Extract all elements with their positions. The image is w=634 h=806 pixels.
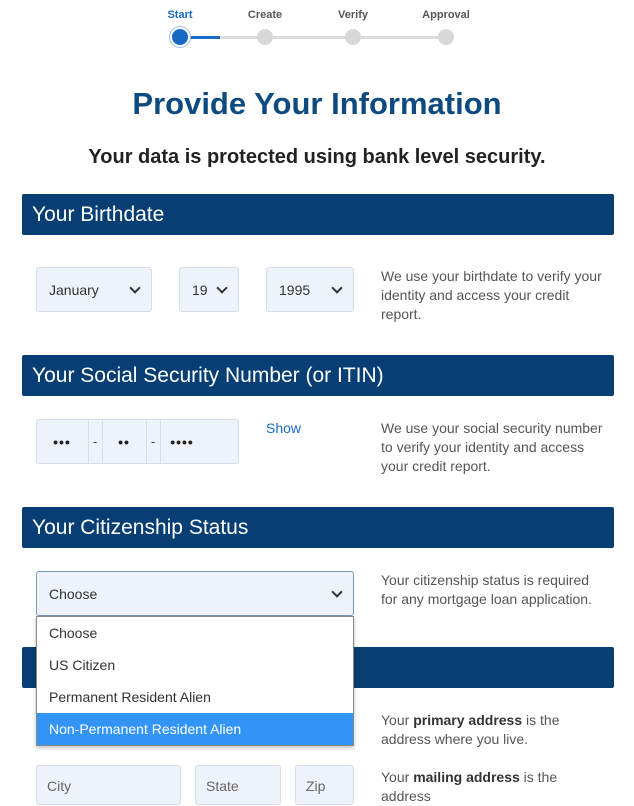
page-title: Provide Your Information xyxy=(132,86,502,121)
birth-day-value: 19 xyxy=(192,281,208,298)
primary-address-help-text xyxy=(381,711,606,749)
chevron-down-icon xyxy=(129,282,140,293)
chevron-down-icon xyxy=(331,586,342,597)
citizenship-select[interactable] xyxy=(36,571,354,616)
section-ssn-heading: Your Social Security Number (or ITIN) xyxy=(22,355,614,396)
ssn-part2-input[interactable]: •• xyxy=(118,433,130,450)
chevron-down-icon xyxy=(216,282,227,293)
ssn-help-text: We use your social security number to verify your identity and access your credit report. xyxy=(381,420,603,474)
step-dot-create xyxy=(257,29,273,45)
mailing-address-bold: mailing address xyxy=(413,769,520,785)
step-line-2 xyxy=(265,36,353,39)
birth-year-value: 1995 xyxy=(279,281,311,298)
ssn-input-group xyxy=(36,419,239,464)
citizenship-option-non-permanent-resident[interactable]: Non-Permanent Resident Alien xyxy=(37,713,353,745)
step-line-3 xyxy=(353,36,446,39)
birth-day-select[interactable] xyxy=(179,267,239,312)
ssn-dash: - xyxy=(92,434,98,449)
ssn-part3-input[interactable]: •••• xyxy=(170,433,194,450)
city-input[interactable]: City xyxy=(36,765,181,805)
birth-month-value: January xyxy=(49,281,99,298)
mailing-address-prefix: Your xyxy=(381,769,414,785)
section-citizenship-heading: Your Citizenship Status xyxy=(22,507,614,548)
birth-month-select[interactable] xyxy=(36,267,152,312)
step-label-create: Create xyxy=(247,9,283,21)
page-subtitle: Your data is protected using bank level security. xyxy=(88,146,546,168)
chevron-down-icon xyxy=(331,282,342,293)
ssn-part1-input[interactable]: ••• xyxy=(53,433,71,450)
birthdate-help-text: We use your birthdate to verify your identity and access your credit report. xyxy=(381,268,602,322)
primary-address-prefix: Your xyxy=(381,712,414,728)
primary-address-suffix: is the address where you live. xyxy=(381,712,560,747)
step-dot-approval xyxy=(438,29,454,45)
citizenship-dropdown-list xyxy=(36,616,354,746)
ssn-show-link[interactable]: Show xyxy=(266,420,302,436)
citizenship-option-choose[interactable]: Choose xyxy=(49,625,98,641)
step-label-verify: Verify xyxy=(338,9,368,21)
citizenship-option-us-citizen[interactable]: US Citizen xyxy=(49,657,116,673)
primary-address-bold: primary address xyxy=(413,712,523,728)
step-label-approval: Approval xyxy=(422,9,470,21)
step-dot-start xyxy=(172,29,188,45)
citizenship-selected-value: Choose xyxy=(49,585,98,602)
citizenship-help-text: Your citizenship status is required for any mortgage loan application. xyxy=(381,572,592,607)
step-label-start: Start xyxy=(167,9,193,21)
step-dot-verify xyxy=(345,29,361,45)
section-birthdate-heading: Your Birthdate xyxy=(22,194,614,235)
ssn-dash: - xyxy=(150,434,156,449)
mailing-address-suffix: is the address xyxy=(381,769,558,804)
zip-input[interactable]: Zip xyxy=(295,765,354,805)
birth-year-select[interactable] xyxy=(266,267,354,312)
mailing-address-help-text xyxy=(381,768,606,806)
progress-stepper xyxy=(0,0,634,56)
citizenship-option-permanent-resident[interactable]: Permanent Resident Alien xyxy=(49,689,211,705)
state-select[interactable]: State xyxy=(195,765,281,805)
